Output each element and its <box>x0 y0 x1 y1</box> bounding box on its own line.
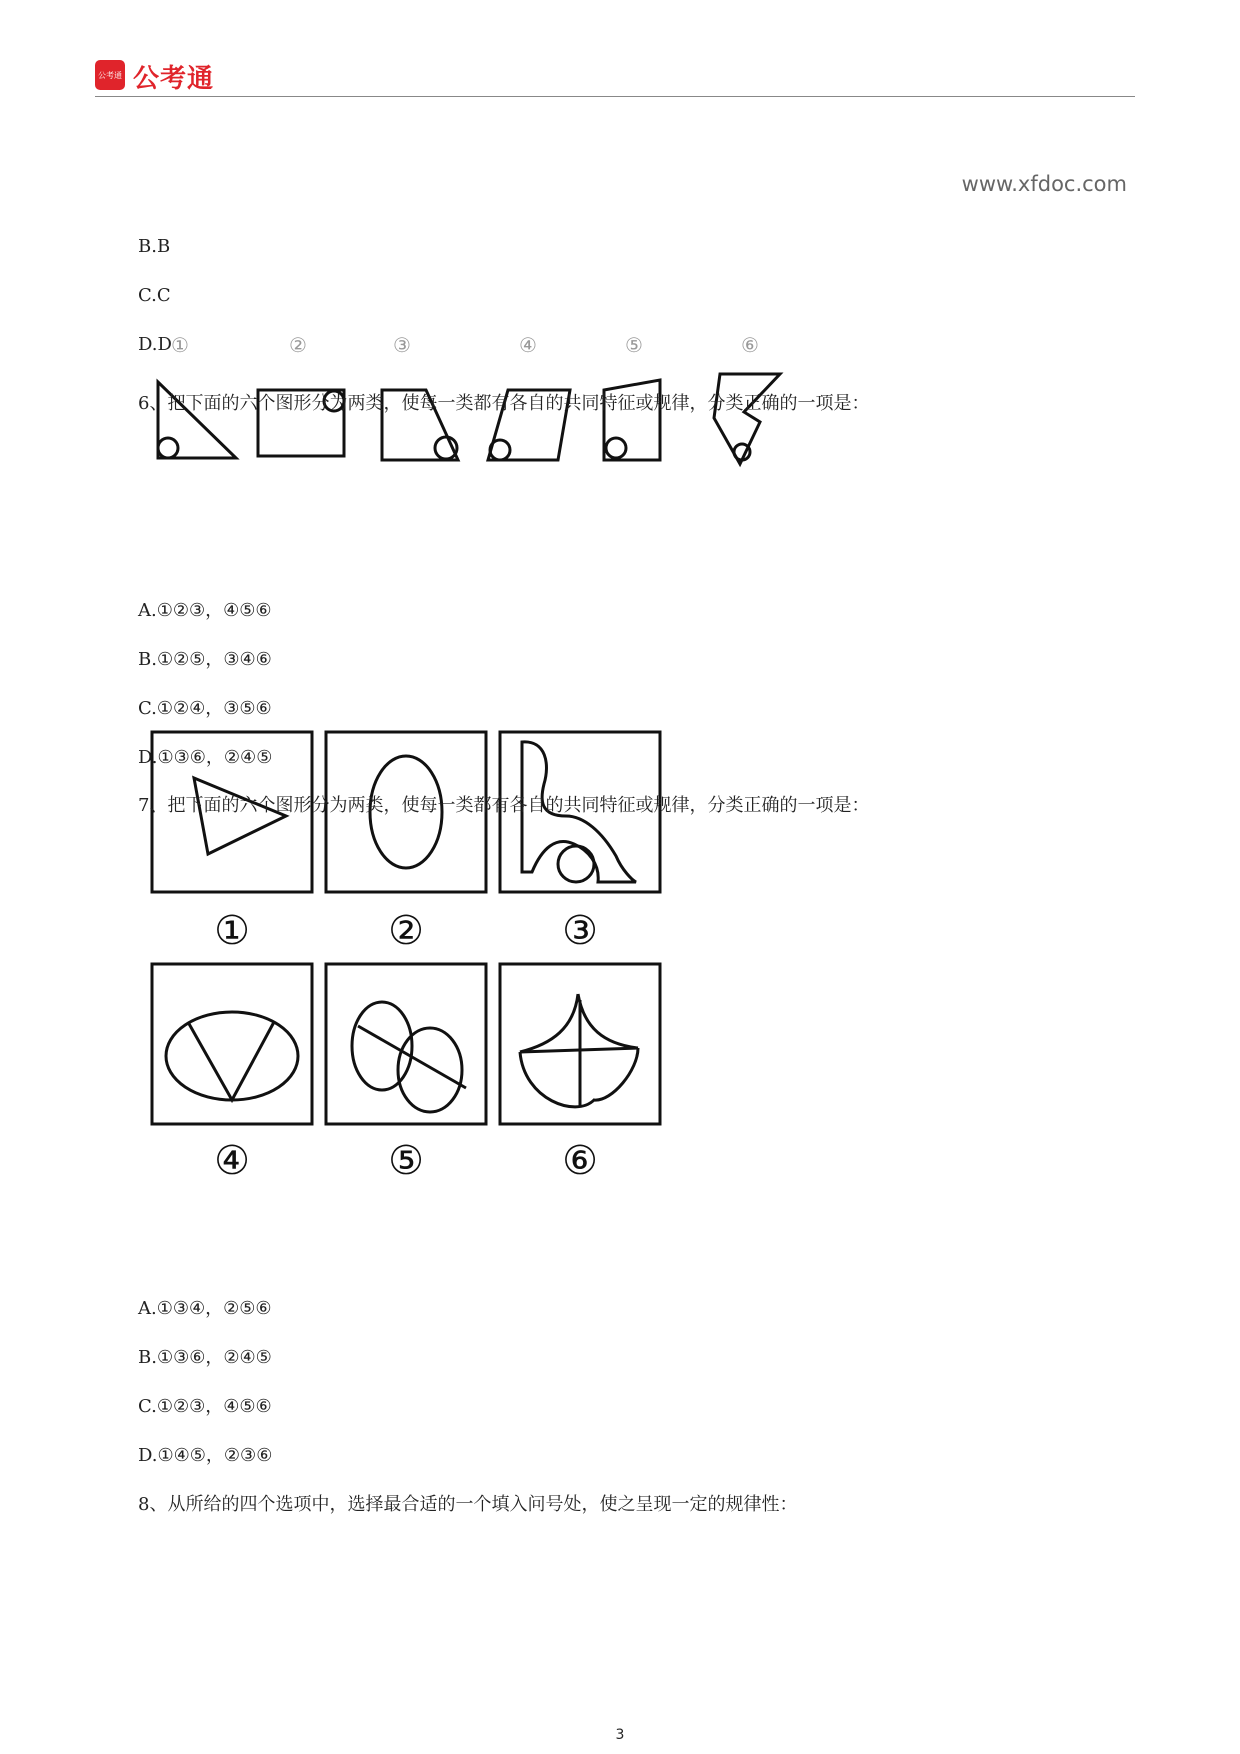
q6-option-d: D.①③⑥，②④⑤ <box>138 747 273 768</box>
q6-option-c: C.①②④，③⑤⑥ <box>138 698 272 719</box>
q7-label-1: ① <box>214 908 250 954</box>
q7-label-5: ⑤ <box>388 1138 424 1180</box>
q7-label-6: ⑥ <box>562 1138 598 1180</box>
header-divider <box>95 96 1135 97</box>
q6-option-a: A.①②③，④⑤⑥ <box>138 600 272 621</box>
q6-label-5: ⑤ <box>625 333 643 357</box>
q6-label-3: ③ <box>393 333 411 357</box>
q6-shape-6 <box>714 374 780 464</box>
q7-box-5 <box>326 964 486 1124</box>
q7-label-2: ② <box>388 908 424 954</box>
q7-option-a: A.①③④，②⑤⑥ <box>138 1298 272 1319</box>
q7-label-4: ④ <box>214 1138 250 1180</box>
q7-question: 7、把下面的六个图形分为两类，使每一类都有各自的共同特征或规律，分类正确的一项是： <box>138 795 870 816</box>
q7-option-b: B.①③⑥，②④⑤ <box>138 1347 272 1368</box>
q6-label-1: ① <box>171 333 189 357</box>
q5-option-c: C.C <box>138 285 171 306</box>
q5-option-d: D.D <box>138 334 172 355</box>
q7-label-3: ③ <box>562 908 598 954</box>
q6-label-6: ⑥ <box>741 333 759 357</box>
q6-label-4: ④ <box>519 333 537 357</box>
q6-label-2: ② <box>289 333 307 357</box>
logo-icon: 公考通 <box>95 60 125 90</box>
q5-option-b: B.B <box>138 236 171 257</box>
logo-text: 公考通 <box>133 64 215 94</box>
q7-box-6 <box>500 964 660 1124</box>
q7-option-d: D.①④⑤，②③⑥ <box>138 1445 273 1466</box>
watermark-url: www.xfdoc.com <box>961 172 1127 196</box>
q7-box-4 <box>152 964 312 1124</box>
q6-option-b: B.①②⑤，③④⑥ <box>138 649 272 670</box>
q8-question: 8、从所给的四个选项中，选择最合适的一个填入问号处，使之呈现一定的规律性： <box>138 1494 798 1515</box>
q7-option-c: C.①②③，④⑤⑥ <box>138 1396 272 1417</box>
q6-question: 6、把下面的六个图形分为两类，使每一类都有各自的共同特征或规律，分类正确的一项是： <box>138 393 870 414</box>
page-header <box>95 58 1135 98</box>
page-number: 3 <box>615 1727 625 1743</box>
